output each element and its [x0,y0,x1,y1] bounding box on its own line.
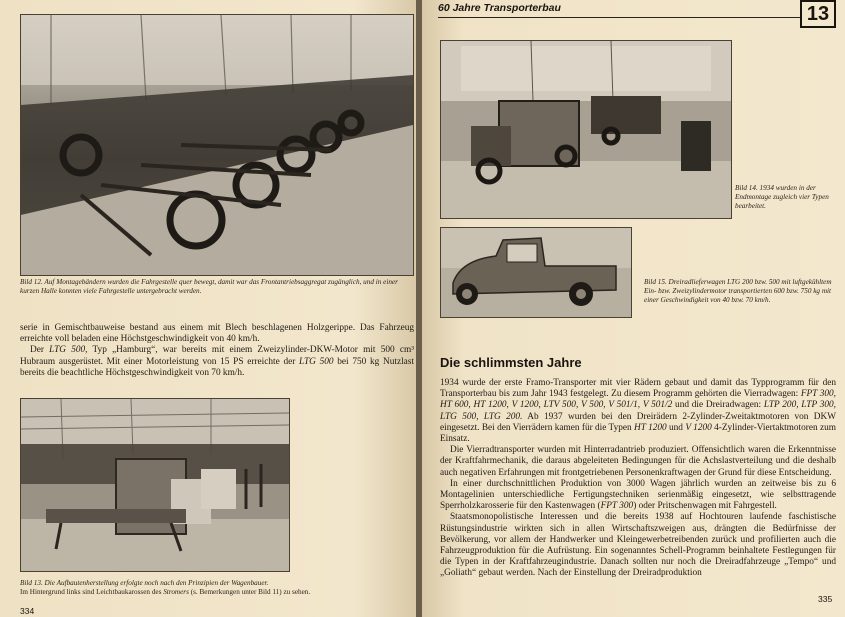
caption-bild-13 [20,579,414,597]
photo-final-assembly [440,40,732,219]
text-run: bei 750 kg Nutzlast bereits die beachtliche Höchstgeschwindigkeit von 70 km/h. [20,356,414,378]
model-list: FPT 300, HT 600, HT 1200, V 1200, LTV 500, V 500, V 501/1, V 501/2 [440,389,836,411]
text-run: ) oder Pritschenwagen mit Fahrgestell. [633,501,777,512]
text-run: , Typ „Hamburg“, war bereits mit einem Zweizylinder-DKW-Motor mit 500 cm³ Hubraum ausgerüstet. Mit einer Motorleistung von 15 PS erreichte der [20,345,414,367]
model-name: FPT 300 [600,501,634,512]
left-body-text [20,323,414,379]
model-name: V 1200 [685,422,712,433]
photo-body-workshop-image [21,399,289,571]
paragraph-type-program [440,378,836,445]
photo-assembly-line [20,14,414,276]
paragraph-ltg500 [20,345,414,379]
right-body-text [440,378,836,580]
left-page [0,0,416,617]
model-name: LTG 500 [49,345,86,356]
photo-body-workshop [20,398,290,572]
text-run: Ab 1937 wurden bei den Dreirädern 2-Zylinder-Zweitaktmotoren von DKW eingesetzt. Bei den Vierrädern kamen für die Typen [440,411,836,433]
text-run: 4-Zylinder-Viertaktmotoren zum Einsatz. [440,422,837,445]
photo-three-wheeler-image [441,228,631,317]
model-name: HT 1200 [634,422,667,433]
section-heading: Die schlimmsten Jahre [440,355,582,370]
chapter-number-box: 13 [800,0,836,28]
photo-three-wheeler [440,227,632,318]
photo-assembly-line-image [21,15,413,275]
model-name: LTG 500 [299,356,334,367]
text-run: Im Hintergrund links sind Leichtbaukarossen des [20,588,164,596]
caption-bild-13-note [20,588,414,597]
caption-bild-13-title: Bild 13. Die Aufbautenherstellung erfolgte noch nach den Prinzipien der Wagenbauer. [20,579,269,587]
page-number-right: 335 [818,594,833,604]
paragraph: serie in Gemischtbauweise bestand aus einem mit Blech beschlagenen Holzgerippe. Das Fahrzeug erreichte voll beladen eine Höchstgeschwindigkeit von 40 km/h. [20,323,414,345]
model-list: LTP 200, LTP 300, LTG 500, LTG 200. [440,400,836,422]
photo-final-assembly-image [441,41,731,218]
text-run: Stromers [163,588,189,596]
text-run: 1934 wurde der erste Framo-Transporter mit vier Rädern gebaut und damit das Typprogramm für den Transporterbau bis zum Jahr 1943 festgelegt. Zu diesem Programm gehörten die Vierradwagen: [440,378,836,400]
page-number-left: 334 [20,606,35,616]
caption-bild-15: Bild 15. Dreiradlieferwagen LTG 200 bzw. 500 mit luftgekühltem Ein- bzw. Zweizylindermotor transportierten 600 bzw. 750 kg mit einer Geschwindigkeit von 40 bzw. 70 km/h. [644,278,832,304]
running-header: 60 Jahre Transporterbau [438,2,561,14]
text-run: In einer durchschnittlichen Produktion von 3000 Wagen jährlich wurden an zeitweise bis zu 6 Montagelinien unterschiedliche Fertigungstechniken serienmäßig eingesetzt, wie selbsttragende Sperrholzkarosserie für den Kastenwagen ( [440,478,836,512]
paragraph: Staatsmonopolistische Interessen und die bereits 1938 auf Hochtouren laufende faschistische Rüstungsindustrie wirkten sich in allen Wirtschaftszweigen aus, drängten die Bedürfnisse der Bevölkerung, vor allem der Handwerker und Kleingewerbetreibenden zurück und profilierten auch die Fahrzeugproduktion für die Aufrüstung. Ein sogenanntes Schell-Programm beinhaltete Festlegungen für die Typen in der Kraftfahrzeugindustrie. Danach sollten nur noch die Dreiradfahrzeuge „Tempo“ und „Goliath“ gebaut werden. Nach der Einstellung der Dreiradproduktion [440,512,836,579]
text-run: Der [30,345,50,356]
caption-bild-12: Bild 12. Auf Montagebändern wurden die Fahrgestelle quer bewegt, damit war das Frontantriebsaggregat zugänglich, und in einer kurzen Halle konnten viele Fahrgestelle untergebracht werden. [20,278,398,295]
text-run: und die Dreiradwagen: [672,400,764,411]
right-page [422,0,845,617]
caption-bild-14: Bild 14. 1934 wurden in der Endmontage zugleich vier Typen bearbeitet. [735,184,829,210]
paragraph: Die Vierradtransporter wurden mit Hinterradantrieb produziert. Offensichtlich waren die Erkenntnisse der Kraftfahrmechanik, die daraus abgeleiteten Bedingungen für die Achslastverteilung und die deshalb auch negativen Erfahrungen mit frontgetriebenen Personenkraftwagen der Grund für diese Entscheidung. [440,445,836,478]
header-rule [438,17,800,18]
text-run: und [666,422,686,433]
paragraph-production [440,479,836,513]
text-run: (s. Bemerkungen unter Bild 11) zu sehen. [188,588,311,596]
